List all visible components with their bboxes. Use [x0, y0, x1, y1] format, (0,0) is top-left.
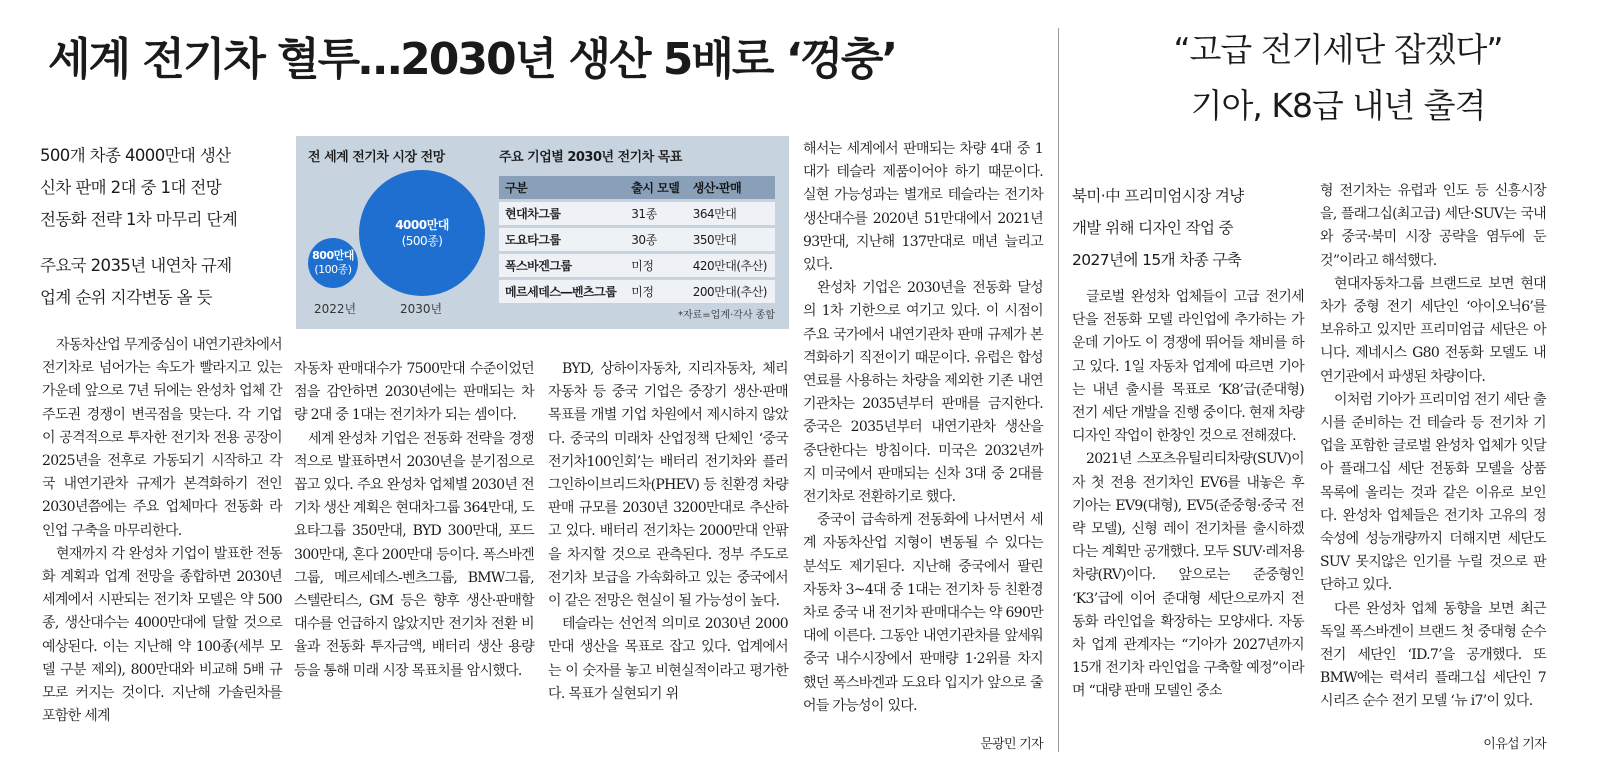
bubble-2022-value: 800만대 [312, 249, 354, 262]
paragraph: 해서는 세계에서 판매되는 차량 4대 중 1대가 테슬라 제품이어야 하기 때문이다. 실현 가능성과는 별개로 테슬라는 전기차 생산대수를 2020년 51만대에서 2021년 93만대, 지난해 137만대로 매년 늘리고 있다. [803, 141, 1043, 274]
bubble-2030 [359, 170, 485, 296]
paragraph: BYD, 상하이자동차, 지리자동차, 체리자동차 등 중국 기업은 중장기 생산·판매 목표를 개별 기업 차원에서 제시하지 않았다. 중국의 미래차 산업정책 단체인 ‘중국전기차100인회’는 배터리 전기차와 플러그인하이브리드차(PHEV) 등 친환경 차량 판매 규모를 2030년 3200만대로 추산하고 있다. 배터리 전기차는 2000만대 안팎을 차지할 것으로 관측된다. 정부 주도로 전기차 보급을 가속화하고 있는 중국에서 이 같은 전망은 현실이 될 가능성이 높다. [548, 361, 788, 610]
bubble-2030-models: (500종) [401, 234, 443, 248]
table-row [499, 202, 775, 225]
paragraph: 테슬라는 선언적 의미로 2030년 2000만대 생산을 목표로 잡고 있다. 업계에서는 이 숫자를 놓고 비현실적이라고 평가한다. 목표가 실현되기 위 [548, 616, 788, 702]
deck-line: 2027년에 15개 차종 구축 [1072, 251, 1242, 269]
paragraph: 글로벌 완성차 업체들이 고급 전기세단을 전동화 모델 라인업에 추가하는 가운데 기아도 이 경쟁에 뛰어들 채비를 하고 있다. 1일 자동차 업계에 따르면 기아는 내년 출시를 목표로 ‘K8’급(준대형) 전기 세단 개발을 진행 중이다. 현재 차량 디자인 작업이 한창인 것으로 전해졌다. [1072, 289, 1304, 445]
paragraph: 완성차 기업은 2030년을 전동화 달성의 1차 기한으로 여기고 있다. 이 시점이 주요 국가에서 내연기관차 판매 규제가 본격화하기 직전이기 때문이다. 유럽은 합성연료를 사용하는 차량을 제외한 기존 내연기관차는 2035년부터 판매를 금지한다. 중국은 2035년부터 내연기관차 생산을 중단한다는 방침이다. 미국은 2032년까지 미국에서 판매되는 신차 3대 중 2대를 전기차로 전환하기로 했다. [803, 280, 1043, 506]
paragraph: 2021년 스포츠유틸리티차량(SUV)이자 첫 전용 전기차인 EV6를 내놓은 후 기아는 EV9(대형), EV5(준중형·중국 전략 모델), 신형 레이 전기차를 출시하겠다는 계획만 공개했다. 모두 SUV·레저용 차량(RV)이다. 앞으로는 준중형인 ‘K3’급에 이어 준대형 세단으로까지 전동화 라인업을 확장하는 모양새다. 자동차 업계 관계자는 “기아가 2027년까지 15개 전기차 라인업을 구축할 예정”이라며 “대량 판매 모델인 중소 [1072, 451, 1304, 700]
paragraph: 현재까지 각 완성차 기업이 발표한 전동화 계획과 업계 전망을 종합하면 2030년 세계에서 시판되는 전기차 모델은 약 500종, 생산대수는 4000만대에 달할 것으로 예상된다. 이는 지난해 약 100종(세부 모델 구분 제외), 800만대와 비교해 5배 규모로 커지는 것이다. 지난해 가솔린차를 포함한 세계 [42, 545, 282, 725]
company-goals-table [499, 173, 775, 306]
main-headline: 세계 전기차 혈투…2030년 생산 5배로 ‘껑충’ [48, 34, 897, 85]
deck-line: 북미·中 프리미엄시장 겨냥 [1072, 187, 1244, 205]
table-row [499, 228, 775, 251]
bubble-2022 [308, 238, 358, 288]
byline: 이유섭 기자 [1483, 737, 1546, 752]
column-divider [1058, 28, 1059, 752]
side-body-col-1 [1072, 286, 1304, 704]
side-headline [1078, 22, 1598, 134]
table-cell: 미정 [625, 254, 686, 277]
table-cell: 미정 [625, 280, 686, 303]
main-body-col-3 [548, 358, 788, 706]
table-cell: 메르세데스―벤츠그룹 [499, 280, 625, 303]
source-note: *자료=업계·각사 종합 [677, 310, 775, 321]
byline: 문광민 기자 [980, 737, 1043, 752]
paragraph: 현대자동차그룹 브랜드로 보면 현대차가 중형 전기 세단인 ‘아이오닉6’를 보유하고 있지만 프리미엄급 세단은 아니다. 제네시스 G80 전동화 모델도 내연기관에서 파생된 차량이다. [1320, 275, 1546, 385]
side-body-col-2 [1320, 180, 1546, 752]
company-goals-title: 주요 기업별 2030년 전기차 목표 [499, 150, 682, 165]
ev-market-infographic [296, 136, 789, 329]
main-body-col-1 [42, 334, 282, 728]
main-body-col-4 [803, 138, 1043, 752]
table-cell: 현대차그룹 [499, 202, 625, 225]
market-chart-title: 전 세계 전기차 시장 전망 [308, 150, 445, 165]
table-cell: 31종 [625, 202, 686, 225]
table-header-row [499, 176, 775, 199]
paragraph: 다른 완성차 업체 동향을 보면 최근 독일 폭스바겐이 브랜드 첫 중대형 순수 전기 세단인 ‘ID.7’을 공개했다. 또 BMW에는 럭셔리 플래그십 세단인 7시리즈 순수 전기 모델 ‘뉴 i7’이 있다. [1320, 600, 1546, 710]
deck-line: 전동화 전략 1차 마무리 단계 [40, 210, 238, 229]
table-row [499, 254, 775, 277]
bubble-2030-value: 4000만대 [395, 218, 449, 232]
side-headline-line: 기아, K8급 내년 출격 [1190, 86, 1486, 125]
paragraph: 이처럼 기아가 프리미엄 전기 세단 출시를 준비하는 건 테슬라 등 전기차 기업을 포함한 글로벌 완성차 업체가 잇달아 플래그십 세단 전동화 모델을 상품 목록에 올리는 것과 같은 이유로 보인다. 완성차 업체들은 전기차 고유의 정숙성에 성능개량까지 더해지면 세단도 SUV 못지않은 인기를 누릴 것으로 판단하고 있다. [1320, 391, 1546, 594]
deck-line: 500개 차종 4000만대 생산 [40, 146, 231, 165]
year-label-2022: 2022년 [314, 302, 357, 316]
deck-line: 신차 판매 2대 중 1대 전망 [40, 178, 222, 197]
bubble-2022-models: (100종) [314, 263, 352, 276]
deck-line: 개발 위해 디자인 작업 중 [1072, 219, 1234, 237]
deck-line: 업계 순위 지각변동 올 듯 [40, 288, 212, 307]
side-headline-line: “고급 전기세단 잡겠다” [1173, 30, 1503, 69]
table-cell: 도요타그룹 [499, 228, 625, 251]
table-cell: 폭스바겐그룹 [499, 254, 625, 277]
table-cell: 30종 [625, 228, 686, 251]
table-cell: 200만대(추산) [687, 280, 775, 303]
main-body-col-2 [294, 358, 534, 683]
table-header: 생산·판매 [687, 176, 775, 199]
table-cell: 364만대 [687, 202, 775, 225]
side-deck [1072, 180, 1292, 276]
table-header: 구분 [499, 176, 625, 199]
table-row [499, 280, 775, 303]
paragraph: 자동차산업 무게중심이 내연기관차에서 전기차로 넘어가는 속도가 빨라지고 있는 가운데 앞으로 7년 뒤에는 완성차 업체 간 주도권 경쟁이 변곡점을 맞는다. 각 기업이 공격적으로 투자한 전기차 전용 공장이 2025년을 전후로 가동되기 시작하고 각국 내연기관차 규제가 본격화하기 전인 2030년쯤에는 주요 업체마다 전동화 라인업 구축을 마무리한다. [42, 337, 282, 539]
year-label-2030: 2030년 [400, 302, 443, 316]
table-cell: 350만대 [687, 228, 775, 251]
paragraph: 자동차 판매대수가 7500만대 수준이었던 점을 감안하면 2030년에는 판매되는 차량 2대 중 1대는 전기차가 되는 셈이다. [294, 361, 534, 424]
deck-line: 주요국 2035년 내연차 규제 [40, 256, 232, 275]
table-cell: 420만대(추산) [687, 254, 775, 277]
main-deck [40, 140, 285, 314]
paragraph: 세계 완성차 기업은 전동화 전략을 경쟁적으로 발표하면서 2030년을 분기점으로 꼽고 있다. 주요 완성차 업체별 2030년 전기차 생산 계획은 현대차그룹 364만대, 도요타그룹 350만대, BYD 300만대, 포드 300만대, 혼다 200만대 등이다. 폭스바겐그룹, 메르세데스-벤츠그룹, BMW그룹, 스텔란티스, GM 등은 향후 생산·판매할 대수를 언급하지 않았지만 전기차 전환 비율과 전동화 투자금액, 배터리 생산 용량 등을 통해 미래 시장 목표치를 암시했다. [294, 430, 534, 679]
paragraph: 중국이 급속하게 전동화에 나서면서 세계 자동차산업 지형이 변동될 수 있다는 분석도 제기된다. 지난해 중국에서 팔린 자동차 3~4대 중 1대는 전기차 등 친환경차로 중국 내 전기차 판매대수는 약 690만대에 이른다. 그동안 내연기관차를 앞세워 중국 내수시장에서 판매량 1·2위를 차지했던 폭스바겐과 도요타 입지가 앞으로 줄어들 가능성이 있다. [803, 512, 1043, 714]
paragraph: 형 전기차는 유럽과 인도 등 신흥시장을, 플래그십(최고급) 세단·SUV는 국내와 중국·북미 시장 공략을 염두에 둔 것”이라고 해석했다. [1320, 183, 1546, 269]
table-header: 출시 모델 [625, 176, 686, 199]
